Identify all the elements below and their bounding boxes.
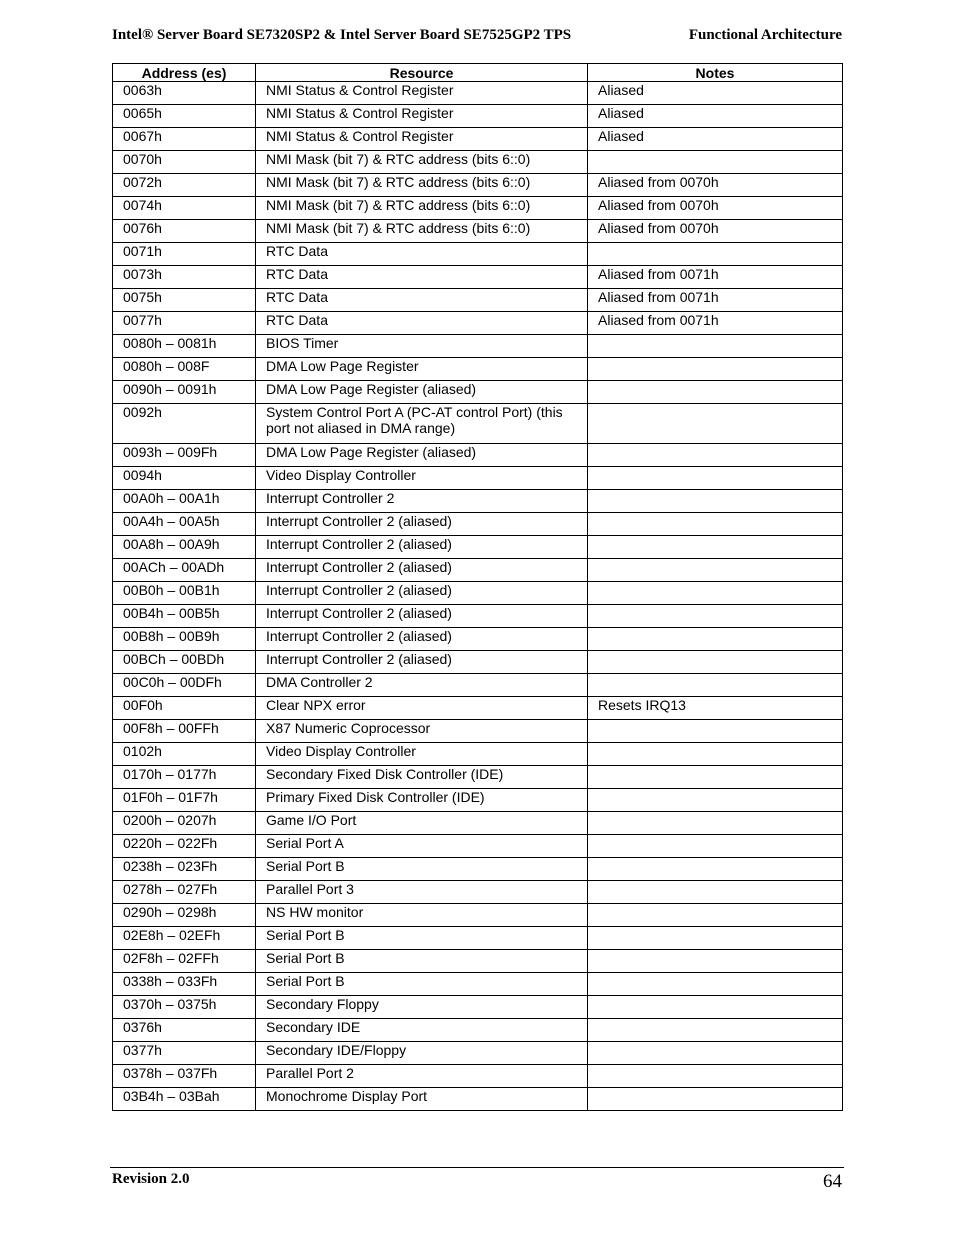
cell-notes bbox=[588, 674, 843, 697]
cell-address bbox=[113, 651, 256, 674]
address-text: 0220h – 022Fh bbox=[123, 835, 218, 851]
cell-address bbox=[113, 536, 256, 559]
resource-text: Video Display Controller bbox=[266, 743, 416, 759]
page-header bbox=[112, 27, 842, 47]
cell-address bbox=[113, 996, 256, 1019]
cell-address bbox=[113, 197, 256, 220]
table-row bbox=[113, 381, 843, 404]
cell-notes bbox=[588, 220, 843, 243]
address-text: 0290h – 0298h bbox=[123, 904, 217, 920]
cell-notes bbox=[588, 835, 843, 858]
notes-text: Aliased bbox=[598, 105, 644, 121]
resource-text: RTC Data bbox=[266, 289, 328, 305]
cell-address bbox=[113, 312, 256, 335]
address-text: 0063h bbox=[123, 82, 162, 98]
notes-text: Aliased from 0071h bbox=[598, 289, 719, 305]
cell-notes bbox=[588, 381, 843, 404]
cell-resource bbox=[256, 766, 588, 789]
resource-text: RTC Data bbox=[266, 243, 328, 259]
resource-text: DMA Low Page Register bbox=[266, 358, 419, 374]
address-text: 00A4h – 00A5h bbox=[123, 513, 220, 529]
cell-address bbox=[113, 927, 256, 950]
table-row bbox=[113, 174, 843, 197]
resource-text: Primary Fixed Disk Controller (IDE) bbox=[266, 789, 485, 805]
cell-address bbox=[113, 82, 256, 105]
notes-text: Aliased from 0070h bbox=[598, 197, 719, 213]
resource-text: BIOS Timer bbox=[266, 335, 339, 351]
cell-address bbox=[113, 335, 256, 358]
cell-resource bbox=[256, 881, 588, 904]
cell-notes bbox=[588, 720, 843, 743]
table-row bbox=[113, 220, 843, 243]
notes-text: Aliased from 0071h bbox=[598, 312, 719, 328]
cell-address bbox=[113, 628, 256, 651]
table-row bbox=[113, 490, 843, 513]
resource-text: Interrupt Controller 2 (aliased) bbox=[266, 536, 452, 552]
cell-notes bbox=[588, 513, 843, 536]
io-address-table bbox=[112, 63, 843, 1111]
table-row bbox=[113, 812, 843, 835]
cell-address bbox=[113, 697, 256, 720]
address-text: 0067h bbox=[123, 128, 162, 144]
cell-resource bbox=[256, 927, 588, 950]
table-row bbox=[113, 335, 843, 358]
table-row bbox=[113, 651, 843, 674]
address-text: 0073h bbox=[123, 266, 162, 282]
address-text: 0278h – 027Fh bbox=[123, 881, 218, 897]
cell-notes bbox=[588, 881, 843, 904]
table-row bbox=[113, 1042, 843, 1065]
cell-address bbox=[113, 1088, 256, 1111]
cell-address bbox=[113, 243, 256, 266]
resource-text: NMI Status & Control Register bbox=[266, 82, 454, 98]
table-row bbox=[113, 582, 843, 605]
cell-address bbox=[113, 904, 256, 927]
table-row bbox=[113, 358, 843, 381]
address-text: 0065h bbox=[123, 105, 162, 121]
resource-text: X87 Numeric Coprocessor bbox=[266, 720, 431, 736]
cell-notes bbox=[588, 82, 843, 105]
table-row bbox=[113, 766, 843, 789]
cell-notes bbox=[588, 266, 843, 289]
cell-resource bbox=[256, 220, 588, 243]
page-number: 64 bbox=[823, 1171, 842, 1192]
address-text: 0070h bbox=[123, 151, 162, 167]
cell-resource bbox=[256, 1042, 588, 1065]
cell-notes bbox=[588, 174, 843, 197]
table-row bbox=[113, 628, 843, 651]
address-text: 00C0h – 00DFh bbox=[123, 674, 222, 690]
resource-text: Monochrome Display Port bbox=[266, 1088, 428, 1104]
cell-resource bbox=[256, 1088, 588, 1111]
address-text: 00B8h – 00B9h bbox=[123, 628, 220, 644]
cell-resource bbox=[256, 789, 588, 812]
address-text: 00F0h bbox=[123, 697, 163, 713]
table-row bbox=[113, 536, 843, 559]
cell-resource bbox=[256, 128, 588, 151]
revision-label: Revision 2.0 bbox=[112, 1171, 190, 1187]
address-text: 0200h – 0207h bbox=[123, 812, 217, 828]
table-row bbox=[113, 720, 843, 743]
column-header-address: Address (es) bbox=[113, 64, 256, 82]
cell-resource bbox=[256, 105, 588, 128]
table-row bbox=[113, 559, 843, 582]
table-row bbox=[113, 513, 843, 536]
table-row bbox=[113, 950, 843, 973]
table-row bbox=[113, 105, 843, 128]
document-title: Intel® Server Board SE7320SP2 & Intel Server Board SE7525GP2 TPS bbox=[112, 27, 572, 43]
cell-notes bbox=[588, 197, 843, 220]
cell-address bbox=[113, 1042, 256, 1065]
cell-resource bbox=[256, 335, 588, 358]
cell-notes bbox=[588, 605, 843, 628]
address-text: 0377h bbox=[123, 1042, 162, 1058]
resource-text: NMI Mask (bit 7) & RTC address (bits 6::0) bbox=[266, 174, 531, 190]
resource-text: System Control Port A (PC-AT control Port) (this port not aliased in DMA range) bbox=[266, 404, 563, 436]
cell-address bbox=[113, 467, 256, 490]
cell-resource bbox=[256, 312, 588, 335]
cell-resource bbox=[256, 243, 588, 266]
cell-resource bbox=[256, 444, 588, 467]
cell-resource bbox=[256, 467, 588, 490]
table-row bbox=[113, 743, 843, 766]
resource-text: Interrupt Controller 2 (aliased) bbox=[266, 559, 452, 575]
cell-notes bbox=[588, 105, 843, 128]
cell-notes bbox=[588, 1065, 843, 1088]
cell-address bbox=[113, 766, 256, 789]
cell-notes bbox=[588, 858, 843, 881]
cell-address bbox=[113, 743, 256, 766]
cell-notes bbox=[588, 950, 843, 973]
address-text: 00F8h – 00FFh bbox=[123, 720, 219, 736]
table-row bbox=[113, 835, 843, 858]
cell-notes bbox=[588, 766, 843, 789]
cell-resource bbox=[256, 1065, 588, 1088]
cell-address bbox=[113, 1065, 256, 1088]
resource-text: Serial Port A bbox=[266, 835, 344, 851]
cell-notes bbox=[588, 490, 843, 513]
cell-notes bbox=[588, 536, 843, 559]
address-text: 0338h – 033Fh bbox=[123, 973, 218, 989]
resource-text: DMA Low Page Register (aliased) bbox=[266, 381, 477, 397]
notes-text: Aliased from 0070h bbox=[598, 220, 719, 236]
table-row bbox=[113, 312, 843, 335]
resource-text: Interrupt Controller 2 (aliased) bbox=[266, 605, 452, 621]
cell-notes bbox=[588, 927, 843, 950]
table-row bbox=[113, 151, 843, 174]
cell-address bbox=[113, 835, 256, 858]
cell-notes bbox=[588, 628, 843, 651]
address-text: 0378h – 037Fh bbox=[123, 1065, 218, 1081]
resource-text: Video Display Controller bbox=[266, 467, 416, 483]
table-row bbox=[113, 697, 843, 720]
cell-notes bbox=[588, 904, 843, 927]
resource-text: Clear NPX error bbox=[266, 697, 366, 713]
resource-text: Parallel Port 3 bbox=[266, 881, 354, 897]
cell-resource bbox=[256, 513, 588, 536]
address-text: 02F8h – 02FFh bbox=[123, 950, 219, 966]
resource-text: RTC Data bbox=[266, 312, 328, 328]
cell-notes bbox=[588, 582, 843, 605]
cell-notes bbox=[588, 312, 843, 335]
notes-text: Aliased from 0071h bbox=[598, 266, 719, 282]
table-row bbox=[113, 904, 843, 927]
table-row bbox=[113, 197, 843, 220]
cell-notes bbox=[588, 1088, 843, 1111]
cell-resource bbox=[256, 536, 588, 559]
cell-resource bbox=[256, 628, 588, 651]
resource-text: Serial Port B bbox=[266, 927, 345, 943]
cell-notes bbox=[588, 812, 843, 835]
column-header-resource: Resource bbox=[256, 64, 588, 82]
address-text: 0094h bbox=[123, 467, 162, 483]
address-text: 00B0h – 00B1h bbox=[123, 582, 220, 598]
cell-address bbox=[113, 381, 256, 404]
resource-text: Serial Port B bbox=[266, 973, 345, 989]
resource-text: NMI Status & Control Register bbox=[266, 128, 454, 144]
resource-text: NMI Mask (bit 7) & RTC address (bits 6::0) bbox=[266, 197, 531, 213]
table-row bbox=[113, 266, 843, 289]
cell-resource bbox=[256, 743, 588, 766]
resource-text: Secondary Fixed Disk Controller (IDE) bbox=[266, 766, 504, 782]
cell-resource bbox=[256, 651, 588, 674]
table-row bbox=[113, 858, 843, 881]
address-text: 0093h – 009Fh bbox=[123, 444, 218, 460]
resource-text: Secondary IDE bbox=[266, 1019, 361, 1035]
resource-text: RTC Data bbox=[266, 266, 328, 282]
address-text: 0076h bbox=[123, 220, 162, 236]
address-text: 02E8h – 02EFh bbox=[123, 927, 221, 943]
cell-resource bbox=[256, 174, 588, 197]
cell-resource bbox=[256, 674, 588, 697]
cell-address bbox=[113, 220, 256, 243]
resource-text: Secondary Floppy bbox=[266, 996, 379, 1012]
address-text: 00BCh – 00BDh bbox=[123, 651, 225, 667]
section-title: Functional Architecture bbox=[688, 27, 842, 43]
notes-text: Aliased bbox=[598, 82, 644, 98]
address-text: 0074h bbox=[123, 197, 162, 213]
footer-divider bbox=[110, 1167, 844, 1168]
resource-text: DMA Controller 2 bbox=[266, 674, 373, 690]
cell-resource bbox=[256, 289, 588, 312]
resource-text: Secondary IDE/Floppy bbox=[266, 1042, 407, 1058]
cell-notes bbox=[588, 697, 843, 720]
address-text: 0080h – 0081h bbox=[123, 335, 217, 351]
cell-notes bbox=[588, 243, 843, 266]
cell-address bbox=[113, 174, 256, 197]
table-row bbox=[113, 927, 843, 950]
cell-resource bbox=[256, 404, 588, 444]
address-text: 0077h bbox=[123, 312, 162, 328]
resource-text: NMI Mask (bit 7) & RTC address (bits 6::0) bbox=[266, 151, 531, 167]
cell-resource bbox=[256, 996, 588, 1019]
cell-address bbox=[113, 404, 256, 444]
cell-address bbox=[113, 128, 256, 151]
table-row bbox=[113, 789, 843, 812]
cell-address bbox=[113, 513, 256, 536]
cell-resource bbox=[256, 858, 588, 881]
cell-address bbox=[113, 1019, 256, 1042]
cell-address bbox=[113, 490, 256, 513]
cell-resource bbox=[256, 697, 588, 720]
address-text: 0370h – 0375h bbox=[123, 996, 217, 1012]
cell-address bbox=[113, 789, 256, 812]
table-row bbox=[113, 881, 843, 904]
table-row bbox=[113, 444, 843, 467]
resource-text: Serial Port B bbox=[266, 858, 345, 874]
cell-address bbox=[113, 973, 256, 996]
cell-resource bbox=[256, 266, 588, 289]
cell-resource bbox=[256, 973, 588, 996]
address-text: 0238h – 023Fh bbox=[123, 858, 218, 874]
cell-address bbox=[113, 582, 256, 605]
cell-resource bbox=[256, 151, 588, 174]
cell-address bbox=[113, 151, 256, 174]
cell-notes bbox=[588, 789, 843, 812]
table-row bbox=[113, 289, 843, 312]
table-row bbox=[113, 1088, 843, 1111]
cell-resource bbox=[256, 197, 588, 220]
address-text: 00A8h – 00A9h bbox=[123, 536, 220, 552]
cell-resource bbox=[256, 904, 588, 927]
resource-text: Interrupt Controller 2 bbox=[266, 490, 395, 506]
address-text: 0090h – 0091h bbox=[123, 381, 217, 397]
table-row bbox=[113, 467, 843, 490]
table-row bbox=[113, 243, 843, 266]
cell-resource bbox=[256, 559, 588, 582]
cell-notes bbox=[588, 651, 843, 674]
cell-resource bbox=[256, 720, 588, 743]
cell-address bbox=[113, 289, 256, 312]
cell-notes bbox=[588, 1042, 843, 1065]
cell-address bbox=[113, 105, 256, 128]
table-row bbox=[113, 128, 843, 151]
notes-text: Aliased bbox=[598, 128, 644, 144]
cell-resource bbox=[256, 582, 588, 605]
cell-address bbox=[113, 605, 256, 628]
resource-text: Game I/O Port bbox=[266, 812, 357, 828]
address-text: 0092h bbox=[123, 404, 162, 420]
cell-resource bbox=[256, 1019, 588, 1042]
cell-address bbox=[113, 674, 256, 697]
table-header-row bbox=[113, 64, 843, 82]
cell-resource bbox=[256, 950, 588, 973]
cell-notes bbox=[588, 1019, 843, 1042]
column-header-notes: Notes bbox=[588, 64, 843, 82]
cell-notes bbox=[588, 444, 843, 467]
resource-text: Interrupt Controller 2 (aliased) bbox=[266, 651, 452, 667]
cell-notes bbox=[588, 289, 843, 312]
table-row bbox=[113, 674, 843, 697]
cell-notes bbox=[588, 404, 843, 444]
table-row bbox=[113, 82, 843, 105]
cell-notes bbox=[588, 559, 843, 582]
cell-notes bbox=[588, 467, 843, 490]
cell-address bbox=[113, 559, 256, 582]
notes-text: Resets IRQ13 bbox=[598, 697, 686, 713]
cell-resource bbox=[256, 490, 588, 513]
resource-text: Interrupt Controller 2 (aliased) bbox=[266, 513, 452, 529]
resource-text: DMA Low Page Register (aliased) bbox=[266, 444, 477, 460]
cell-resource bbox=[256, 605, 588, 628]
address-text: 0170h – 0177h bbox=[123, 766, 217, 782]
cell-address bbox=[113, 720, 256, 743]
table-row bbox=[113, 1019, 843, 1042]
cell-address bbox=[113, 812, 256, 835]
resource-text: NMI Status & Control Register bbox=[266, 105, 454, 121]
cell-resource bbox=[256, 381, 588, 404]
address-text: 0072h bbox=[123, 174, 162, 190]
cell-resource bbox=[256, 812, 588, 835]
address-text: 00B4h – 00B5h bbox=[123, 605, 220, 621]
cell-notes bbox=[588, 743, 843, 766]
cell-address bbox=[113, 858, 256, 881]
cell-notes bbox=[588, 973, 843, 996]
table-row bbox=[113, 973, 843, 996]
resource-text: NS HW monitor bbox=[266, 904, 364, 920]
address-text: 0102h bbox=[123, 743, 162, 759]
cell-address bbox=[113, 444, 256, 467]
table-row bbox=[113, 1065, 843, 1088]
cell-address bbox=[113, 358, 256, 381]
cell-notes bbox=[588, 358, 843, 381]
address-text: 0071h bbox=[123, 243, 162, 259]
address-text: 00A0h – 00A1h bbox=[123, 490, 220, 506]
address-text: 0080h – 008F bbox=[123, 358, 210, 374]
resource-text: Parallel Port 2 bbox=[266, 1065, 354, 1081]
table-row bbox=[113, 605, 843, 628]
cell-notes bbox=[588, 151, 843, 174]
resource-text: Serial Port B bbox=[266, 950, 345, 966]
notes-text: Aliased from 0070h bbox=[598, 174, 719, 190]
cell-notes bbox=[588, 128, 843, 151]
table-body bbox=[113, 82, 843, 1111]
cell-address bbox=[113, 266, 256, 289]
resource-text: Interrupt Controller 2 (aliased) bbox=[266, 582, 452, 598]
address-text: 01F0h – 01F7h bbox=[123, 789, 218, 805]
cell-notes bbox=[588, 996, 843, 1019]
address-text: 00ACh – 00ADh bbox=[123, 559, 225, 575]
resource-text: NMI Mask (bit 7) & RTC address (bits 6::0) bbox=[266, 220, 531, 236]
cell-resource bbox=[256, 358, 588, 381]
address-text: 03B4h – 03Bah bbox=[123, 1088, 220, 1104]
resource-text: Interrupt Controller 2 (aliased) bbox=[266, 628, 452, 644]
cell-notes bbox=[588, 335, 843, 358]
cell-resource bbox=[256, 835, 588, 858]
table-row bbox=[113, 996, 843, 1019]
address-text: 0376h bbox=[123, 1019, 162, 1035]
address-text: 0075h bbox=[123, 289, 162, 305]
cell-resource bbox=[256, 82, 588, 105]
cell-address bbox=[113, 881, 256, 904]
table-row bbox=[113, 404, 843, 444]
cell-address bbox=[113, 950, 256, 973]
